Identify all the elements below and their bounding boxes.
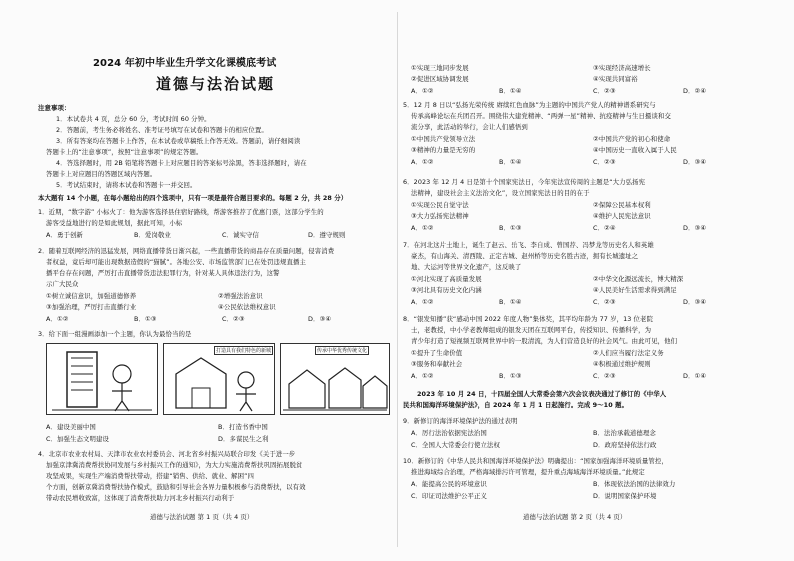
- q3-option-a: A．建设美丽中国: [46, 423, 96, 431]
- q1-option-d: D．遵守规则: [308, 231, 346, 239]
- page-footer: 道德与法治试题 第 2 页（共 4 页）: [523, 513, 627, 521]
- q2-item: ②增强法治意识: [218, 292, 263, 300]
- question-4-line: 个方面，创新京冀消费帮扶协作模式，鼓励和引导社会各界力量积极参与消费帮扶，以有效: [46, 483, 306, 491]
- q3-option-c: C．加强生态文明建设: [46, 435, 109, 443]
- question-6-line: 法精神，建设社会主义法治文化”，设立国家宪法日的目的在于: [411, 189, 590, 197]
- q4-item: ②促进区域协调发展: [411, 75, 469, 83]
- question-1-line: 1．近期，“数字游” 小标火了：他为游客选择县住宿好路线，帮游客推荐了优惠门票，这部分学生的: [38, 208, 324, 216]
- q5-item: ③精神的力量是无穷的: [411, 146, 476, 154]
- q5-option-c: C．②③: [593, 158, 616, 166]
- question-2-line: 播平台存在问题，严厉打击直播带货违法犯罪行为，针对某人具体违法行为，这警: [46, 269, 280, 277]
- q10-option-a: A．能提高公民的环境意识: [411, 480, 487, 488]
- section-heading: 本大题有 14 个小题，在每小题给出的四个选项中，只有一项是最符合题目要求的。每题 2 分，共 28 分）: [38, 194, 348, 202]
- notice-line: 4．答选择题时，用 2B 铅笔将答题卡上对应题目的答案标号涂黑，答非选择题时，请在: [56, 159, 307, 167]
- q9-option-a: A．厉行法治依据宪法治国: [411, 429, 487, 437]
- q8-item: ④积极通过维护规则: [593, 360, 651, 368]
- material-intro-line: 2023 年 10 月 24 日，十四届全国人大常委会第六次会议表决通过了修订的《中华人: [417, 390, 667, 398]
- q6-option-c: C．②④: [593, 224, 616, 232]
- q1-option-c: C．诚实守信: [222, 231, 260, 239]
- question-8-line: 8．“银发知播”获“感动中国 2022 年度人物”集体奖，其平均年龄为 77 岁，13 位老院: [403, 315, 654, 323]
- q5-option-b: B．①④: [499, 158, 522, 166]
- q4-option-a: A．①②: [411, 87, 434, 95]
- subject-title: 道德与法治试题: [156, 75, 276, 93]
- q8-option-a: A．①②: [411, 372, 434, 380]
- q7-item: ③河北具有历史文化内涵: [411, 286, 482, 294]
- q6-item: ③大力弘扬宪法精神: [411, 212, 469, 220]
- q8-item: ②人们应当履行法定义务: [593, 349, 664, 357]
- q4-item: ④实现共同富裕: [593, 75, 638, 83]
- notice-heading: 注意事项：: [38, 104, 71, 112]
- question-5-line: 5．12 月 8 日以“弘扬光荣传统 赓续红色血脉”为主题的中国共产党人的精神谱系研究与: [403, 101, 656, 109]
- question-2-line: 示广大民众: [46, 280, 79, 288]
- page-footer: 道德与法治试题 第 1 页（共 4 页）: [150, 513, 254, 521]
- q6-option-d: D．③④: [683, 224, 707, 232]
- page-2: [403, 0, 775, 561]
- q9-option-d: D．政府坚持依法行政: [593, 441, 657, 449]
- q10-option-c: C．印证司法维护公平正义: [411, 492, 487, 500]
- question-5-line: 流分享，此活动的举行，会让人们感悟到: [411, 123, 528, 131]
- q2-option-c: C．②③: [222, 315, 245, 323]
- q6-item: ①实现公民自觉守法: [411, 201, 469, 209]
- q8-option-d: D．①④: [683, 372, 707, 380]
- q3-option-b: B．打造书香中国: [218, 423, 268, 431]
- q6-item: ②保障公民基本权利: [593, 201, 651, 209]
- question-8-line: 士，老教授，中小学老教师组成的银发天团在互联网平台，传授知识、传播科学，为: [411, 326, 652, 334]
- q8-option-b: B．①③: [499, 372, 522, 380]
- q7-option-a: A．①②: [411, 298, 434, 306]
- q9-option-c: C．全国人大常委会行使立法权: [411, 441, 500, 449]
- q10-option-b: B．体现依法治国的法律效力: [593, 480, 676, 488]
- question-7-line: 豪杰，有山海关、清西陵、正定古城、赵州桥等历史名胜古迹，拥有长城遗址之: [411, 252, 639, 260]
- question-5-line: 传承高峰论坛在兵团召开。围绕伟大建党精神、“两弹一星”精神、抗疫精神与生日摄谈和交: [411, 112, 671, 120]
- q4-item: ③实现经济高速增长: [593, 64, 651, 72]
- cartoon-panel-1: [46, 343, 158, 415]
- q2-option-a: A．①②: [46, 315, 69, 323]
- q5-option-a: A．①②: [411, 158, 434, 166]
- q1-option-a: A．勇于创新: [46, 231, 83, 239]
- q5-item: ④中国历史一直收入属于人民: [593, 146, 677, 154]
- q7-item: ①河北实现了高质量发展: [411, 275, 482, 283]
- question-2-line: 2．随着互联网经济的迅猛发展，网络直播带货日渐兴起，一些直播带货的商品存在质量问题，侵害消费: [38, 247, 335, 255]
- question-7-line: 地、大运河等世界文化遗产，这反映了: [411, 263, 522, 271]
- q8-option-c: C．②③: [593, 372, 616, 380]
- q7-item: ④人民美好生活需求得到满足: [593, 286, 677, 294]
- question-10-line: 10．新修订的《中华人民共和国海洋环境保护法》明确提出：“国家加强海洋环境质量管控，: [403, 457, 668, 465]
- question-4-line: 带动农民增收致富，这体现了消费帮扶助力河北乡村振兴行动利于: [46, 494, 235, 502]
- question-3: 3．给下面一组漫画添加一个主题，你认为最恰当的是: [38, 330, 192, 338]
- notice-line: 答题卡上的“注意事项”，按照“注意事项”的规定答题。: [46, 148, 203, 156]
- q2-option-b: B．①③: [134, 315, 157, 323]
- cartoon-panel-2: [163, 343, 275, 415]
- cartoon-caption: 打造具有我们特色的新城: [216, 348, 272, 354]
- q5-item: ①中国共产党领导立法: [411, 135, 476, 143]
- question-7-line: 7．在河北这片土地上，诞生了赵云、岳飞、李自成、曾国荐、冯梦龙等历史名人和英雄: [403, 241, 654, 249]
- q8-item: ①提升了生命价值: [411, 349, 463, 357]
- cartoon-drawing-icon: [47, 344, 157, 414]
- question-2-line: 者权益，竟后却可能出现数据造假的“猫腻”。各地公安、市场监管部门已在处罚违规直播主: [46, 258, 306, 266]
- column-divider: [397, 12, 398, 547]
- question-6-line: 6．2023 年 12 月 4 日是第十个国家宪法日，今年宪法宣传周的主题是“大力弘扬宪: [403, 178, 646, 186]
- q8-item: ③服务和奉献社会: [411, 360, 463, 368]
- q6-option-a: A．①②: [411, 224, 434, 232]
- question-9: 9．新修订的海洋环境保护法的通过表明: [403, 417, 518, 425]
- q7-option-c: C．②③: [593, 298, 616, 306]
- question-4-line: 攻坚成果，实现生产端消费帮扶带动，搭建“销售、供给、就业、解困”四: [46, 472, 255, 480]
- q7-item: ②中华文化源远流长，博大精深: [593, 275, 684, 283]
- q4-option-b: B．①④: [499, 87, 522, 95]
- q2-option-d: D．③④: [308, 315, 332, 323]
- q4-item: ①实现三地同步发展: [411, 64, 469, 72]
- q5-item: ②中国共产党的初心和使命: [593, 135, 671, 143]
- page-1: [38, 0, 393, 561]
- material-intro-line: 民共和国海洋环境保护法》，自 2024 年 1 月 1 日起施行。完成 9～10 题。: [403, 401, 629, 409]
- exam-title: 2024 年初中毕业生升学文化课模底考试: [93, 58, 277, 69]
- notice-line: 3．所有答案均在答题卡上作答，在本试卷或草稿纸上作答无效。答题前，请仔细阅读: [56, 137, 301, 145]
- q5-option-d: D．③④: [683, 158, 707, 166]
- q9-option-b: B．法治承载道德理念: [593, 429, 656, 437]
- q10-option-d: D．说明国家保护环境: [593, 492, 657, 500]
- notice-line: 1．本试卷共 4 页，总分 60 分，考试时间 60 分钟。: [56, 115, 211, 123]
- cartoon-panel-3: [280, 343, 390, 415]
- q7-option-b: B．①④: [499, 298, 522, 306]
- question-1-line: 游客受益地进行的是如此规划，据此可知，小标: [46, 219, 183, 227]
- q1-option-b: B．爱岗敬业: [134, 231, 171, 239]
- question-4-line: 4．北京市农业农村局、天津市农业农村委员会、河北省乡村振兴局联合印发《关于进一步: [38, 450, 296, 458]
- q2-item: ③加强治理，严厉打击直播行业: [46, 303, 137, 311]
- q7-option-d: D．③④: [683, 298, 707, 306]
- cartoon-caption: 传承中华优秀传统文化: [317, 348, 368, 354]
- q2-item: ④公民依法维权意识: [218, 303, 276, 311]
- q3-option-d: D．多谋民生之利: [218, 435, 269, 443]
- notice-line: 5．考试结束时，请将本试卷和答题卡一并交回。: [56, 181, 197, 189]
- question-10-line: 推进海域综合治理，严格海域排污许可管理，提升重点海域海洋环境质量。”此规定: [411, 468, 645, 476]
- notice-line: 2．答题前，考生务必将姓名、准考证号填写在试卷和答题卡的相应位置。: [56, 126, 268, 134]
- question-4-line: 加强京津冀消费帮扶协同发展与乡村振兴工作的通知》，为大力实施消费帮扶巩固拓展脱贫: [46, 461, 303, 469]
- q4-option-c: C．②③: [593, 87, 616, 95]
- notice-line: 答题卡上对应题目的答题区域内答题。: [46, 170, 157, 178]
- q4-option-d: D．②④: [683, 87, 707, 95]
- q6-option-b: B．①③: [499, 224, 522, 232]
- q6-item: ④维护人民宪法意识: [593, 212, 651, 220]
- question-8-line: 青少年打造了短视频互联网世界中的一股清流，为人们营造良好的社会风气。由此可见，他们: [411, 337, 678, 345]
- q2-item: ①树立诚信意识，加强道德修养: [46, 292, 137, 300]
